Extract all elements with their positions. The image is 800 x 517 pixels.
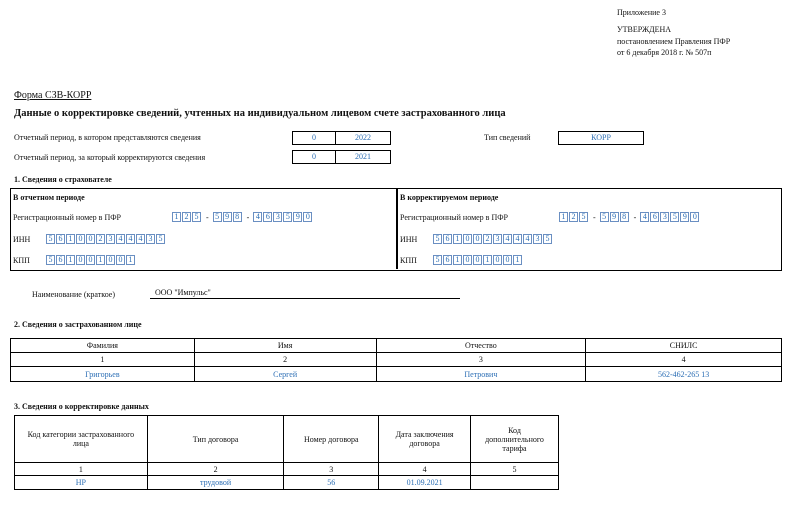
right-kpp-digits[interactable] <box>433 255 523 265</box>
digit-box: 4 <box>640 212 649 222</box>
digit-box: 0 <box>463 234 472 244</box>
insured-header: Имя <box>194 339 376 353</box>
insured-col-number: 1 <box>11 353 195 367</box>
report-period-year[interactable]: 2022 <box>335 131 391 145</box>
digit-box: 6 <box>443 255 452 265</box>
digit-box: 3 <box>146 234 155 244</box>
left-reg-label: Регистрационный номер в ПФР <box>13 213 121 222</box>
digit-box: 1 <box>96 255 105 265</box>
appendix-label: Приложение 3 <box>617 8 666 17</box>
digit-box: 1 <box>66 255 75 265</box>
correction-table <box>14 415 559 490</box>
decree-label: постановлением Правления ПФР <box>617 37 731 46</box>
insured-section-title: 2. Сведения о застрахованном лице <box>14 320 142 329</box>
digit-box: 5 <box>579 212 588 222</box>
right-reg-label: Регистрационный номер в ПФР <box>400 213 508 222</box>
digit-box: 5 <box>46 255 55 265</box>
digit-box: 1 <box>453 234 462 244</box>
digit-box: 1 <box>483 255 492 265</box>
left-kpp-digits[interactable] <box>46 255 136 265</box>
digit-box: 5 <box>213 212 222 222</box>
right-reg-number[interactable] <box>559 212 700 222</box>
type-value[interactable]: КОРР <box>558 131 644 145</box>
digit-box: 1 <box>126 255 135 265</box>
digit-box: 9 <box>610 212 619 222</box>
digit-box: 9 <box>680 212 689 222</box>
insured-name[interactable]: Сергей <box>194 367 376 382</box>
left-inn-label: ИНН <box>13 235 31 244</box>
left-period-title: В отчетном периоде <box>13 193 85 202</box>
correction-contract-number[interactable]: 56 <box>284 476 379 490</box>
digit-box: 3 <box>660 212 669 222</box>
digit-box: 0 <box>86 234 95 244</box>
digit-box: 4 <box>136 234 145 244</box>
digit-box: 5 <box>543 234 552 244</box>
correction-tariff-code[interactable] <box>471 476 559 490</box>
digit-box: 0 <box>473 234 482 244</box>
digit-box: 0 <box>690 212 699 222</box>
insured-col-number: 3 <box>376 353 586 367</box>
correction-category-code[interactable]: НР <box>15 476 148 490</box>
approved-label: УТВЕРЖДЕНА <box>617 25 672 34</box>
digit-box: 5 <box>46 234 55 244</box>
correction-col-number: 1 <box>15 463 148 476</box>
report-period-code[interactable]: 0 <box>292 131 336 145</box>
digit-box: 0 <box>86 255 95 265</box>
correction-header: Номер договора <box>284 416 379 463</box>
digit-box: 3 <box>493 234 502 244</box>
correction-contract-type[interactable]: трудовой <box>147 476 284 490</box>
digit-box: 2 <box>483 234 492 244</box>
digit-box: 2 <box>182 212 191 222</box>
reg-separator: - <box>206 212 209 222</box>
corrected-period-label: Отчетный период, за который корректируются сведения <box>14 153 206 162</box>
digit-box: 3 <box>106 234 115 244</box>
digit-box: 4 <box>503 234 512 244</box>
insurer-divider <box>396 189 398 269</box>
insurer-name-value[interactable]: ООО "Импульс" <box>150 288 460 299</box>
digit-box: 3 <box>533 234 542 244</box>
digit-box: 0 <box>76 234 85 244</box>
digit-box: 0 <box>473 255 482 265</box>
digit-box: 0 <box>116 255 125 265</box>
left-kpp-label: КПП <box>13 256 30 265</box>
correction-header: Тип договора <box>147 416 284 463</box>
digit-box: 2 <box>96 234 105 244</box>
left-reg-number[interactable] <box>172 212 313 222</box>
reg-separator: - <box>593 212 596 222</box>
digit-box: 4 <box>513 234 522 244</box>
form-title: Данные о корректировке сведений, учтенных на индивидуальном лицевом счете застрахованного лица <box>14 108 506 119</box>
right-inn-digits[interactable] <box>433 234 553 244</box>
correction-contract-date[interactable]: 01.09.2021 <box>379 476 471 490</box>
digit-box: 3 <box>273 212 282 222</box>
insurer-name-label: Наименование (краткое) <box>32 290 116 299</box>
right-inn-label: ИНН <box>400 235 418 244</box>
correction-col-number: 5 <box>471 463 559 476</box>
digit-box: 8 <box>233 212 242 222</box>
digit-box: 5 <box>433 255 442 265</box>
insured-header: Отчество <box>376 339 586 353</box>
right-kpp-label: КПП <box>400 256 417 265</box>
digit-box: 5 <box>192 212 201 222</box>
digit-box: 6 <box>650 212 659 222</box>
correction-col-number: 4 <box>379 463 471 476</box>
digit-box: 9 <box>223 212 232 222</box>
digit-box: 5 <box>156 234 165 244</box>
digit-box: 1 <box>513 255 522 265</box>
insured-snils[interactable]: 562-462-265 13 <box>586 367 782 382</box>
digit-box: 0 <box>303 212 312 222</box>
digit-box: 8 <box>620 212 629 222</box>
digit-box: 0 <box>106 255 115 265</box>
insured-surname[interactable]: Григорьев <box>11 367 195 382</box>
type-label: Тип сведений <box>484 133 531 142</box>
insured-patronymic[interactable]: Петрович <box>376 367 586 382</box>
insured-col-number: 2 <box>194 353 376 367</box>
correction-col-number: 3 <box>284 463 379 476</box>
digit-box: 4 <box>523 234 532 244</box>
correction-header: Дата заключения договора <box>379 416 471 463</box>
digit-box: 5 <box>670 212 679 222</box>
decree-date: от 6 декабря 2018 г. № 507п <box>617 48 712 57</box>
digit-box: 0 <box>493 255 502 265</box>
correction-header: Код дополнительного тарифа <box>471 416 559 463</box>
digit-box: 1 <box>172 212 181 222</box>
insurer-box <box>10 188 782 271</box>
digit-box: 5 <box>283 212 292 222</box>
digit-box: 6 <box>56 234 65 244</box>
digit-box: 1 <box>66 234 75 244</box>
digit-box: 9 <box>293 212 302 222</box>
digit-box: 6 <box>56 255 65 265</box>
right-period-title: В корректируемом периоде <box>400 193 499 202</box>
corrected-period-code[interactable]: 0 <box>292 150 336 164</box>
digit-box: 5 <box>600 212 609 222</box>
digit-box: 0 <box>463 255 472 265</box>
insured-header: Фамилия <box>11 339 195 353</box>
correction-section-title: 3. Сведения о корректировке данных <box>14 402 149 411</box>
digit-box: 1 <box>453 255 462 265</box>
correction-col-number: 2 <box>147 463 284 476</box>
digit-box: 4 <box>126 234 135 244</box>
left-inn-digits[interactable] <box>46 234 166 244</box>
form-name: Форма СЗВ-КОРР <box>14 90 92 101</box>
digit-box: 0 <box>76 255 85 265</box>
digit-box: 5 <box>433 234 442 244</box>
correction-header: Код категории застрахованного лица <box>15 416 148 463</box>
corrected-period-year[interactable]: 2021 <box>335 150 391 164</box>
digit-box: 0 <box>503 255 512 265</box>
digit-box: 6 <box>263 212 272 222</box>
insurer-section-title: 1. Сведения о страхователе <box>14 175 112 184</box>
digit-box: 1 <box>559 212 568 222</box>
reg-separator: - <box>633 212 637 222</box>
digit-box: 2 <box>569 212 578 222</box>
insured-col-number: 4 <box>586 353 782 367</box>
reg-separator: - <box>246 212 250 222</box>
digit-box: 4 <box>116 234 125 244</box>
digit-box: 6 <box>443 234 452 244</box>
digit-box: 4 <box>253 212 262 222</box>
report-period-label: Отчетный период, в котором представляются сведения <box>14 133 201 142</box>
insured-table <box>10 338 782 382</box>
insured-header: СНИЛС <box>586 339 782 353</box>
